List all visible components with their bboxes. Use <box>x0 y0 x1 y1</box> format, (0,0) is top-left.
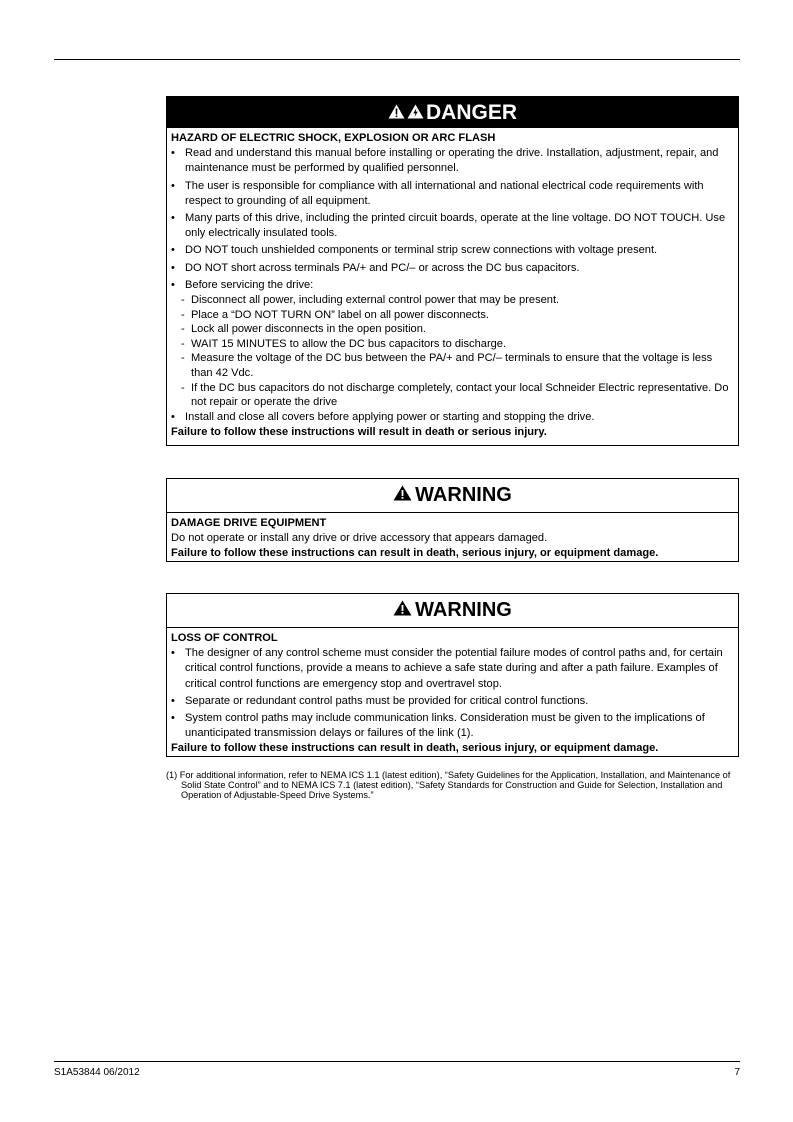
danger-box <box>166 96 739 446</box>
page-number: 7 <box>734 1067 740 1078</box>
warning-text: Do not operate or install any drive or drive accessory that appears damaged. <box>171 532 548 545</box>
bullet-icon: • <box>171 244 175 257</box>
warning-title: WARNING <box>415 599 512 621</box>
list-item: • Read and understand this manual before installing or operating the drive. Installation, adjustment, repair, and maintenance must be performed by qualified personnel. <box>171 147 719 175</box>
list-item: • DO NOT short across terminals PA/+ and PC/– or across the DC bus capacitors. <box>171 261 734 276</box>
dash-icon: - <box>181 381 185 394</box>
warning-box-damage <box>166 478 739 562</box>
warning-title: WARNING <box>415 484 512 506</box>
footer-rule <box>54 1061 740 1062</box>
warning-box-loss-of-control <box>166 593 739 757</box>
danger-consequence: Failure to follow these instructions will result in death or serious injury. <box>171 425 547 438</box>
bullet-icon: • <box>171 147 175 160</box>
sub-list-item: - Place a “DO NOT TURN ON” label on all power disconnects. <box>181 308 489 321</box>
warning-consequence: Failure to follow these instructions can result in death, serious injury, or equipment damage. <box>171 547 659 560</box>
list-item: • The user is responsible for compliance with all international and national electrical code requirements with respect to grounding of all equipment. <box>171 179 704 207</box>
document-code: S1A53844 06/2012 <box>54 1067 140 1078</box>
warning-heading: LOSS OF CONTROL <box>171 632 278 644</box>
bullet-icon: • <box>171 694 175 707</box>
bullet-icon: • <box>171 278 175 291</box>
list-item: • Separate or redundant control paths must be provided for critical control functions. <box>171 694 734 709</box>
dash-icon: - <box>181 337 185 350</box>
warning-triangle-icon <box>388 101 405 125</box>
warning-triangle-icon <box>393 484 412 507</box>
list-item: • DO NOT touch unshielded components or terminal strip screw connections with voltage present. <box>171 243 734 258</box>
bullet-icon: • <box>171 410 175 423</box>
sub-list-item: - WAIT 15 MINUTES to allow the DC bus capacitors to discharge. <box>181 337 507 350</box>
dash-icon: - <box>181 308 185 321</box>
warning-header <box>167 479 738 513</box>
bullet-icon: • <box>171 179 175 192</box>
list-item: • Many parts of this drive, including the printed circuit boards, operate at the line voltage. DO NOT TOUCH. Use only electrically insulated tools. <box>171 212 726 240</box>
warning-heading: DAMAGE DRIVE EQUIPMENT <box>171 517 327 529</box>
electric-shock-triangle-icon <box>407 101 424 125</box>
danger-title: DANGER <box>425 100 517 124</box>
sub-list-item: - Lock all power disconnects in the open position. <box>181 323 426 336</box>
danger-heading: HAZARD OF ELECTRIC SHOCK, EXPLOSION OR ARC FLASH <box>171 132 496 144</box>
dash-icon: - <box>181 323 185 336</box>
bullet-icon: • <box>171 212 175 225</box>
bullet-icon: • <box>171 261 175 274</box>
list-item: • The designer of any control scheme must consider the potential failure modes of control paths and, for certain critical control functions, provide a means to achieve a safe state during and after a path failure. Examples of critical control functions are emergency stop and overtravel stop. <box>171 647 723 690</box>
list-item: • System control paths may include communication links. Consideration must be given to the implications of unanticipated transmission delays or failures of the link (1). <box>171 712 705 740</box>
footnote: (1) For additional information, refer to NEMA ICS 1.1 (latest edition), “Safety Guidelines for the Application, Installation, and Maintenance of Solid State Control” and to NEMA ICS 7.1 (latest edition), “Safety Standards for Construction and Guide for Selection, Installation and Operation of Adjustable-Speed Drive Systems.” <box>166 770 731 801</box>
sub-list-item: - If the DC bus capacitors do not discharge completely, contact your local Schneider Electric representative. Do not repair or operate the drive <box>181 381 729 409</box>
bullet-icon: • <box>171 712 175 725</box>
bullet-icon: • <box>171 647 175 660</box>
warning-triangle-icon <box>393 599 412 622</box>
list-item: • Before servicing the drive: <box>171 278 734 293</box>
warning-consequence: Failure to follow these instructions can result in death, serious injury, or equipment damage. <box>171 742 659 755</box>
list-item: • Install and close all covers before applying power or starting and stopping the drive. <box>171 410 734 425</box>
dash-icon: - <box>181 352 185 365</box>
header-rule <box>54 59 740 60</box>
warning-header <box>167 594 738 628</box>
sub-list-item: - Disconnect all power, including external control power that may be present. <box>181 294 560 307</box>
danger-header <box>167 97 738 128</box>
dash-icon: - <box>181 294 185 307</box>
sub-list-item: - Measure the voltage of the DC bus between the PA/+ and PC/– terminals to ensure that the voltage is less than 42 Vdc. <box>181 352 713 379</box>
